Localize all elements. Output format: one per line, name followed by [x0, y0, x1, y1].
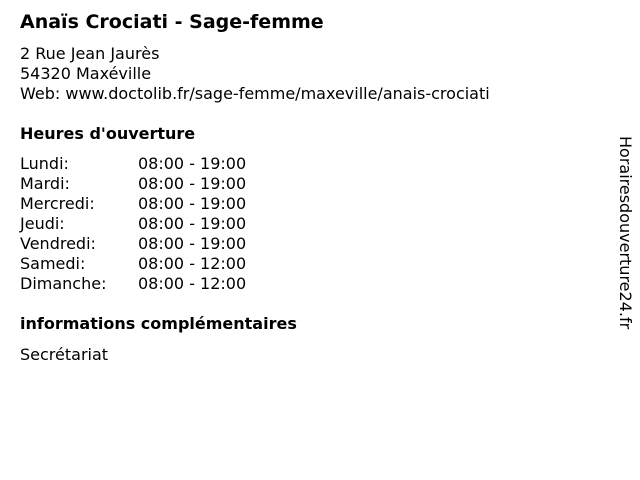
city-address: 54320 Maxéville [20, 64, 152, 83]
time-range: 08:00 - 19:00 [138, 174, 247, 193]
site-watermark [611, 136, 635, 346]
hours-row [20, 274, 246, 294]
day-label: Dimanche: [20, 274, 107, 293]
time-range: 08:00 - 19:00 [138, 194, 247, 213]
street-address: 2 Rue Jean Jaurès [20, 44, 160, 63]
hours-row [20, 194, 246, 214]
page-title: Anaïs Crociati - Sage-femme [20, 11, 324, 33]
hours-row [20, 154, 246, 174]
opening-hours-heading: Heures d'ouverture [20, 124, 196, 143]
hours-row [20, 234, 246, 254]
day-label: Samedi: [20, 254, 86, 273]
site-watermark-text: Horairesdouverture24.fr [616, 136, 635, 330]
time-range: 08:00 - 19:00 [138, 214, 247, 233]
time-range: 08:00 - 12:00 [138, 254, 247, 273]
hours-row [20, 174, 246, 194]
day-label: Mercredi: [20, 194, 95, 213]
opening-hours-table [20, 154, 246, 294]
time-range: 08:00 - 19:00 [138, 234, 247, 253]
additional-info-heading: informations complémentaires [20, 314, 297, 333]
day-label: Lundi: [20, 154, 69, 173]
time-range: 08:00 - 19:00 [138, 154, 247, 173]
address-block [20, 44, 490, 104]
hours-row [20, 254, 246, 274]
additional-info-text: Secrétariat [20, 345, 109, 364]
hours-row [20, 214, 246, 234]
day-label: Vendredi: [20, 234, 96, 253]
website-link[interactable]: Web: www.doctolib.fr/sage-femme/maxeville/anais-crociati [20, 84, 490, 103]
day-label: Mardi: [20, 174, 70, 193]
time-range: 08:00 - 12:00 [138, 274, 247, 293]
day-label: Jeudi: [20, 214, 65, 233]
